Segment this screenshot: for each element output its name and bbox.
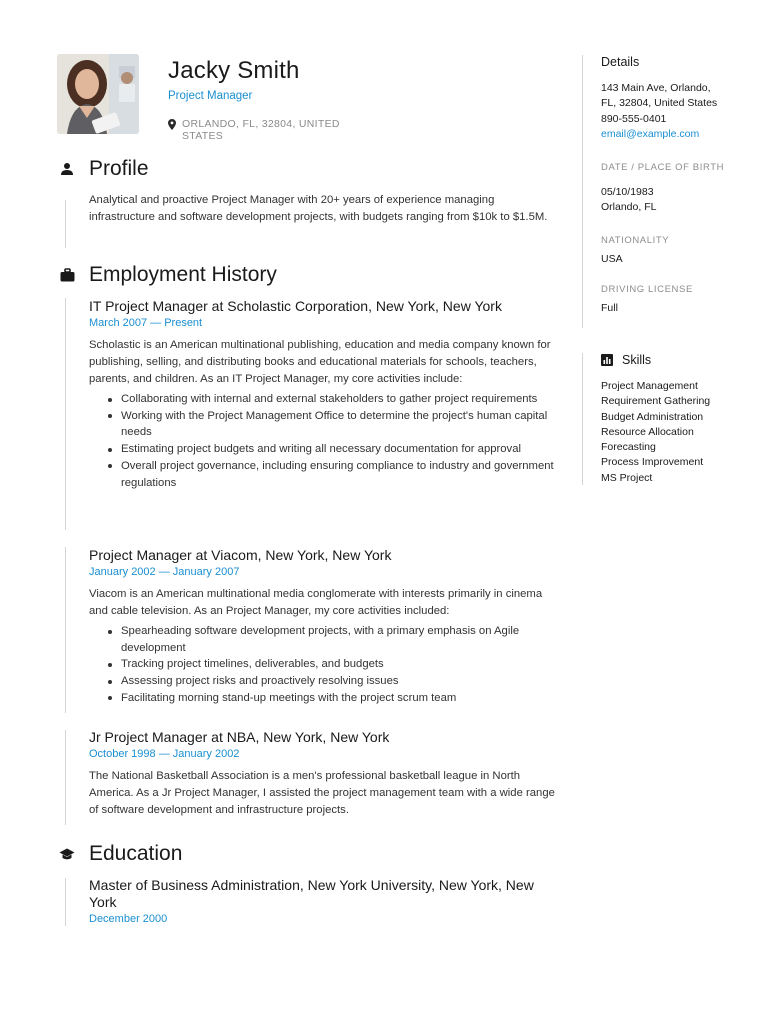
details-email-link[interactable]: email@example.com — [601, 127, 700, 140]
job-title: Jr Project Manager at NBA, New York, New York — [89, 729, 390, 745]
license-value: Full — [601, 302, 618, 315]
profile-heading — [58, 157, 149, 181]
person-icon — [58, 160, 76, 178]
job-description: Viacom is an American multinational media conglomerate with interests primarily in cinema and cable television. As an Project Manager, my core activities included: — [89, 588, 543, 617]
education-entry — [89, 877, 544, 925]
section-title: Education — [89, 842, 183, 865]
skills-panel — [601, 353, 751, 486]
skill-item: Project Management — [601, 380, 698, 392]
job-divider — [65, 547, 66, 713]
address-text: ORLANDO, FL, 32804, UNITED STATES — [182, 118, 340, 142]
profile-photo-image — [57, 54, 139, 134]
job-bullets — [89, 623, 559, 707]
candidate-job-title: Project Manager — [168, 90, 253, 102]
bullet-item: Estimating project budgets and writing all necessary documentation for approval — [89, 441, 559, 458]
degree-title: Master of Business Administration, New York University, New York, New York — [89, 877, 534, 910]
skill-item: MS Project — [601, 471, 653, 484]
job-divider — [65, 730, 66, 825]
bar-chart-icon — [601, 354, 613, 366]
details-panel — [601, 55, 751, 316]
job-entry — [89, 729, 559, 819]
skill-item: Budget Administration — [601, 410, 704, 423]
job-description: The National Basketball Association is a men's professional basketball league in North America. As a Jr Project Manager, I assisted the project management team with a wide range of software development and infrastructure projects. — [89, 770, 555, 816]
dob-date: 05/10/1983 — [601, 186, 654, 199]
nationality-value: USA — [601, 252, 623, 265]
job-dates: January 2002 — January 2007 — [89, 566, 240, 578]
dob-place: Orlando, FL — [601, 201, 657, 214]
skills-divider — [582, 353, 583, 485]
candidate-name: Jacky Smith — [168, 57, 300, 84]
license-label: DRIVING LICENSE — [601, 284, 693, 296]
skills-heading-row — [601, 353, 751, 367]
bullet-item: Spearheading software development projects, with a primary emphasis on Agile development — [89, 623, 559, 656]
skill-item: Forecasting — [601, 441, 656, 454]
details-heading: Details — [601, 55, 640, 69]
map-pin-icon — [168, 119, 176, 130]
briefcase-icon — [58, 266, 76, 284]
profile-block — [89, 192, 554, 226]
skill-item: Process Improvement — [601, 456, 704, 469]
details-divider — [582, 55, 583, 328]
section-title: Employment History — [89, 263, 277, 286]
bullet-item: Tracking project timelines, deliverables, and budgets — [89, 656, 559, 673]
profile-summary: Analytical and proactive Project Manager with 20+ years of experience managing infrastructure and software development projects, with budgets ranging from $10k to $1.5M. — [89, 194, 548, 223]
job-title: Project Manager at Viacom, New York, New York — [89, 547, 392, 563]
candidate-address — [168, 118, 353, 142]
job-divider — [65, 298, 66, 530]
job-description: Scholastic is an American multinational publishing, education and media company known for publishing, selling, and distributing books and educational materials for schools, teachers, parents, and children. As an IT Project Manager, my core activities include: — [89, 339, 551, 385]
bullet-item: Facilitating morning stand-up meetings with the project scrum team — [89, 690, 559, 707]
profile-photo — [57, 54, 139, 134]
profile-divider — [65, 200, 66, 248]
job-entry — [89, 547, 559, 707]
skills-heading: Skills — [622, 353, 652, 367]
skill-item: Resource Allocation — [601, 425, 694, 438]
job-dates: March 2007 — Present — [89, 317, 203, 329]
bullet-item: Overall project governance, including ensuring compliance to industry and government regulations — [89, 458, 559, 491]
dob-label: DATE / PLACE OF BIRTH — [601, 162, 725, 174]
bullet-item: Working with the Project Management Office to determine the project's human capital needs — [89, 408, 559, 441]
details-address: 143 Main Ave, Orlando, FL, 32804, United States — [601, 82, 718, 110]
skills-list — [601, 379, 751, 486]
degree-date: December 2000 — [89, 913, 168, 925]
job-dates: October 1998 — January 2002 — [89, 748, 240, 760]
bullet-item: Collaborating with internal and external stakeholders to gather project requirements — [89, 391, 559, 408]
employment-heading — [58, 263, 277, 287]
job-bullets — [89, 391, 559, 491]
job-entry — [89, 298, 559, 491]
section-title: Profile — [89, 157, 149, 180]
bullet-item: Assessing project risks and proactively resolving issues — [89, 673, 559, 690]
details-phone: 890-555-0401 — [601, 112, 667, 125]
nationality-label: NATIONALITY — [601, 234, 670, 246]
job-title: IT Project Manager at Scholastic Corporation, New York, New York — [89, 298, 502, 314]
graduation-cap-icon — [58, 845, 76, 863]
education-heading — [58, 842, 183, 866]
skill-item: Requirement Gathering — [601, 395, 711, 408]
education-divider — [65, 878, 66, 926]
